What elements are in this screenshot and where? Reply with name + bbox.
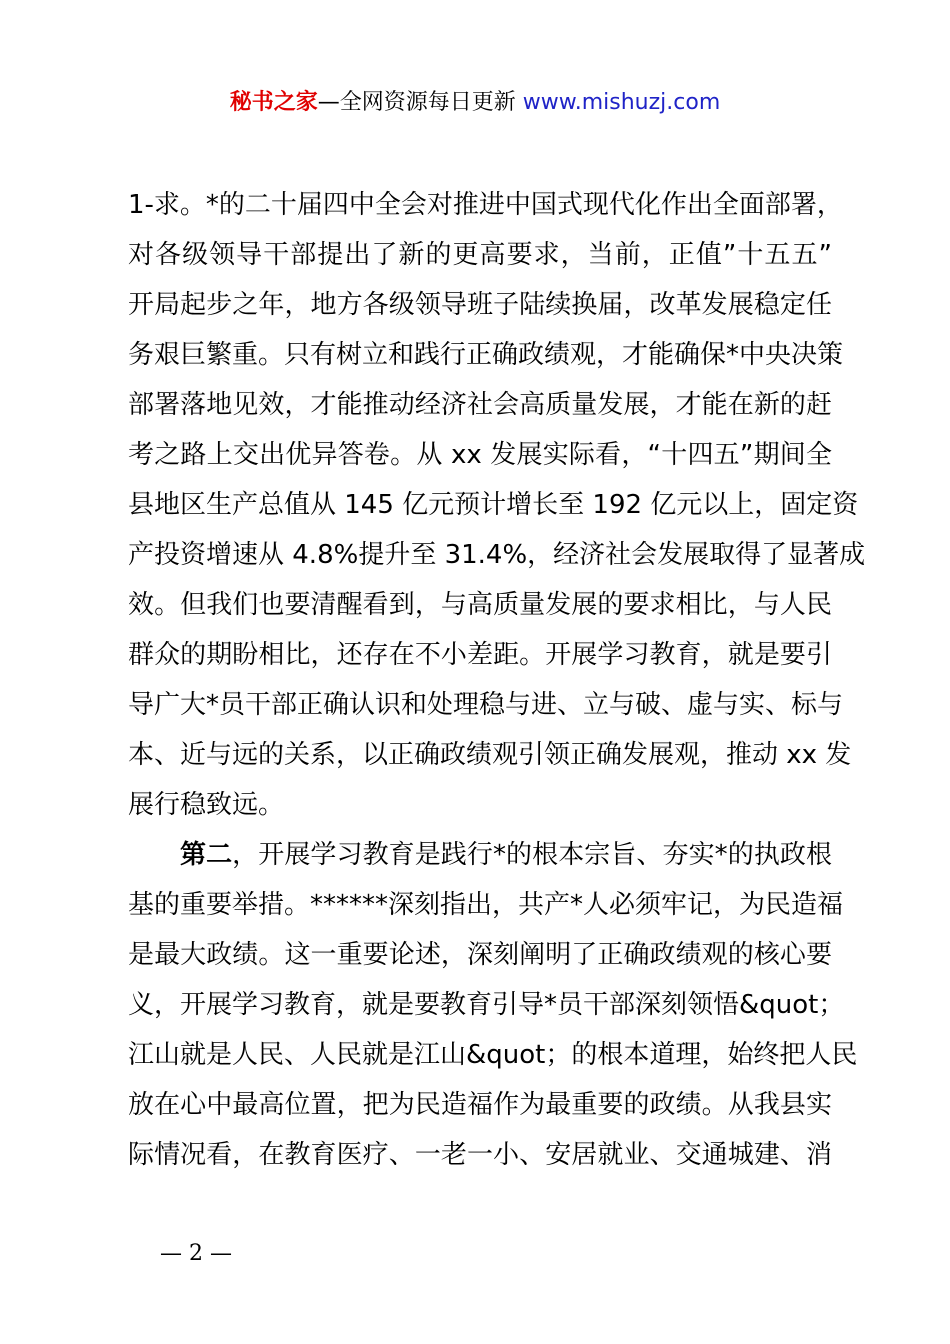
page-number: — 2 —	[160, 1241, 232, 1266]
text-line: 效。但我们也要清醒看到，与高质量发展的要求相比，与人民	[128, 590, 832, 620]
paragraph-first-line	[128, 830, 832, 880]
text-line: 展行稳致远。	[128, 790, 285, 820]
header-tagline: —全网资源每日更新	[317, 90, 523, 115]
text-line: 开局起步之年，地方各级领导班子陆续换届，改革发展稳定任	[128, 290, 832, 320]
text-line: 1-求。*的二十届四中全会对推进中国式现代化作出全面部署，	[128, 190, 843, 220]
text-line: 是最大政绩。这一重要论述，深刻阐明了正确政绩观的核心要	[128, 940, 832, 970]
paragraph-lead: 第二	[180, 840, 233, 870]
document-body	[128, 180, 866, 1180]
text-line: 导广大*员干部正确认识和处理稳与进、立与破、虚与实、标与	[128, 690, 844, 720]
text-line: 江山就是人民、人民就是江山&quot；的根本道理，始终把人民	[128, 1040, 858, 1070]
text-line: 产投资增速从 4.8%提升至 31.4%，经济社会发展取得了显著成	[128, 540, 866, 570]
text-line: 部署落地见效，才能推动经济社会高质量发展，才能在新的赶	[128, 390, 832, 420]
text-line: 对各级领导干部提出了新的更高要求，当前，正值”十五五”	[128, 240, 832, 270]
text-line: 际情况看，在教育医疗、一老一小、安居就业、交通城建、消	[128, 1140, 832, 1170]
text-line: 群众的期盼相比，还存在不小差距。开展学习教育，就是要引	[128, 640, 832, 670]
text-line: 本、近与远的关系，以正确政绩观引领正确发展观，推动 xx 发	[128, 740, 852, 770]
text-line: 义，开展学习教育，就是要教育引导*员干部深刻领悟&quot；	[128, 990, 845, 1020]
text-line: 务艰巨繁重。只有树立和践行正确政绩观，才能确保*中央决策	[128, 340, 844, 370]
text-line: 考之路上交出优异答卷。从 xx 发展实际看，“十四五”期间全	[128, 440, 832, 470]
brand-name: 秘书之家	[229, 90, 318, 115]
paragraph-first-line-text: ，开展学习教育是践行*的根本宗旨、夯实*的执政根	[232, 840, 832, 870]
text-line: 放在心中最高位置，把为民造福作为最重要的政绩。从我县实	[128, 1090, 832, 1120]
site-header	[0, 86, 950, 120]
text-line: 基的重要举措。******深刻指出，共产*人必须牢记，为民造福	[128, 890, 844, 920]
text-line: 县地区生产总值从 145 亿元预计增长至 192 亿元以上，固定资	[128, 490, 859, 520]
site-url[interactable]: www.mishuzj.com	[522, 90, 721, 115]
